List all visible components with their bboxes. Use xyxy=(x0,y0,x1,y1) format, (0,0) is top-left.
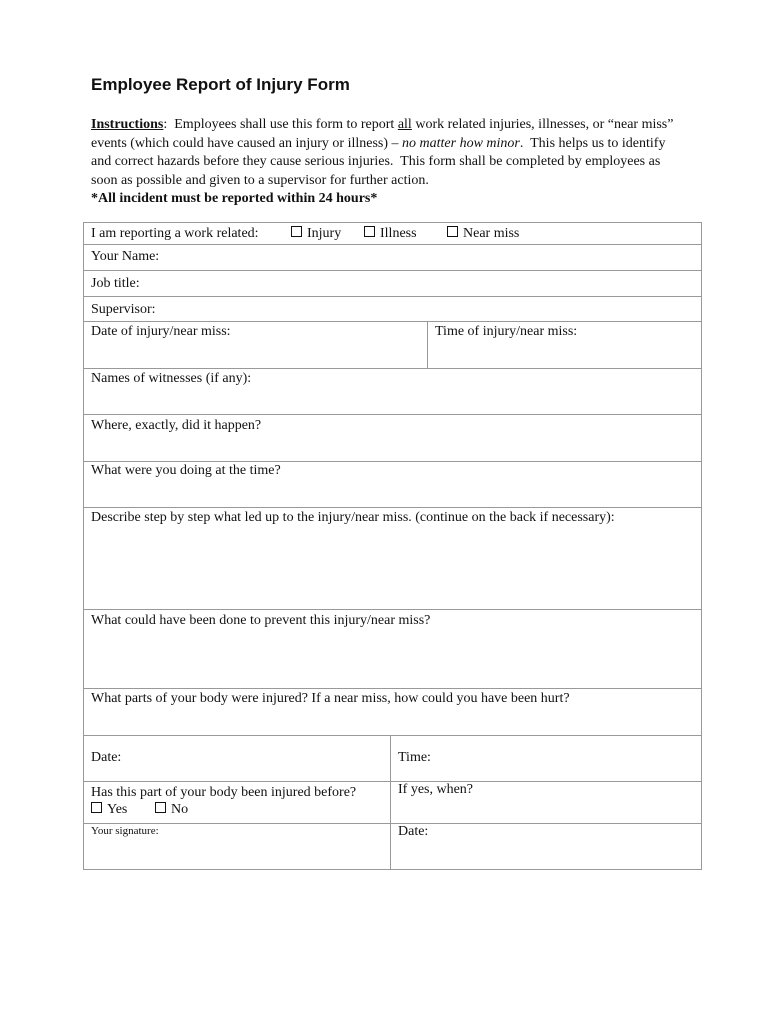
doing-row[interactable] xyxy=(84,462,701,508)
injured-before-row xyxy=(84,782,701,824)
witnesses-row[interactable] xyxy=(84,369,701,415)
date-time-row xyxy=(84,736,701,782)
where-row[interactable] xyxy=(84,415,701,462)
supervisor-row[interactable] xyxy=(84,297,701,322)
signature-cell[interactable] xyxy=(84,824,390,869)
reporting-type-label: I am reporting a work related: xyxy=(91,226,259,241)
instructions-text-1: Employees shall use this form to report xyxy=(167,117,398,132)
option-illness[interactable] xyxy=(364,226,417,242)
option-injury-label: Injury xyxy=(307,226,342,241)
option-no-label: No xyxy=(171,802,189,817)
if-yes-label: If yes, when? xyxy=(398,782,474,797)
option-illness-label: Illness xyxy=(380,226,417,241)
signature-label: Your signature: xyxy=(91,825,159,837)
checkbox-illness[interactable] xyxy=(364,226,375,237)
reporting-type-row xyxy=(84,223,701,245)
checkbox-near-miss[interactable] xyxy=(447,226,458,237)
signature-date-cell[interactable] xyxy=(390,824,701,869)
time-of-injury-label: Time of injury/near miss: xyxy=(435,324,578,339)
instructions-label: Instructions xyxy=(91,117,164,132)
witnesses-label: Names of witnesses (if any): xyxy=(91,371,252,386)
time-cell[interactable] xyxy=(390,736,701,781)
signature-row xyxy=(84,824,701,869)
where-label: Where, exactly, did it happen? xyxy=(91,418,262,433)
instructions-text-2: work related injuries, illnesses, or “near miss” events (which could have caused an injury or illness) – xyxy=(91,117,674,151)
prevent-label: What could have been done to prevent this injury/near miss? xyxy=(91,613,431,628)
describe-row[interactable] xyxy=(84,508,701,610)
checkbox-yes[interactable] xyxy=(91,802,102,813)
instructions-text-3: . This helps us to identify and correct hazards before they cause serious injuries. This form shall be completed by employees as soon as possible and given to a supervisor for further action. xyxy=(91,135,669,188)
your-name-label: Your Name: xyxy=(91,249,160,264)
checkbox-no[interactable] xyxy=(155,802,166,813)
body-parts-row[interactable] xyxy=(84,689,701,736)
supervisor-label: Supervisor: xyxy=(91,302,156,317)
instructions-underlined-word: all xyxy=(397,117,412,132)
option-yes-label: Yes xyxy=(107,802,128,817)
date-cell[interactable] xyxy=(84,736,390,781)
time-label: Time: xyxy=(398,750,431,765)
injured-before-label: Has this part of your body been injured before? xyxy=(91,785,357,800)
job-title-row[interactable] xyxy=(84,271,701,297)
instructions-paragraph xyxy=(91,116,681,209)
date-of-injury-cell[interactable] xyxy=(84,322,427,368)
if-yes-cell[interactable] xyxy=(390,782,701,823)
body-parts-label: What parts of your body were injured? If a near miss, how could you have been hurt? xyxy=(91,691,570,706)
date-time-injury-row xyxy=(84,322,701,369)
doing-label: What were you doing at the time? xyxy=(91,463,281,478)
instructions-italic-text: no matter how minor xyxy=(402,135,520,151)
injury-report-table xyxy=(83,222,702,870)
instructions-colon: : xyxy=(163,117,168,132)
injured-before-cell xyxy=(84,782,390,823)
prevent-row[interactable] xyxy=(84,610,701,689)
job-title-label: Job title: xyxy=(91,276,140,291)
describe-label: Describe step by step what led up to the injury/near miss. (continue on the back if necessary): xyxy=(91,510,615,525)
option-near-miss[interactable] xyxy=(447,226,519,242)
option-yes[interactable] xyxy=(91,802,127,818)
form-title: Employee Report of Injury Form xyxy=(91,75,350,94)
your-name-row[interactable] xyxy=(84,245,701,271)
option-near-miss-label: Near miss xyxy=(463,226,520,241)
option-no[interactable] xyxy=(155,802,188,818)
date-label: Date: xyxy=(91,750,122,765)
date-of-injury-label: Date of injury/near miss: xyxy=(91,324,231,339)
reporting-deadline-note: *All incident must be reported within 24 hours* xyxy=(91,191,378,206)
signature-date-label: Date: xyxy=(398,824,429,839)
option-injury[interactable] xyxy=(291,226,341,242)
time-of-injury-cell[interactable] xyxy=(427,322,701,368)
checkbox-injury[interactable] xyxy=(291,226,302,237)
